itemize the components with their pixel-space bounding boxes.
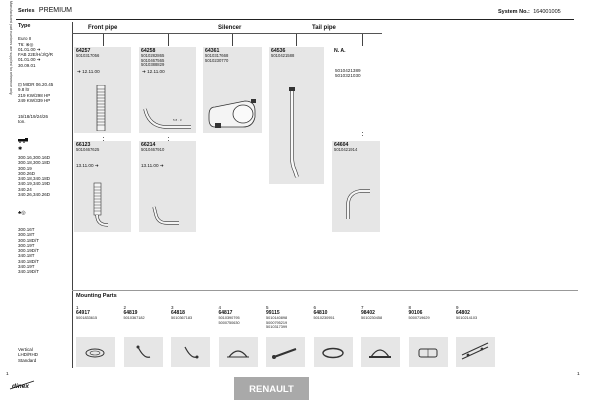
flex-pipe-drawing	[94, 85, 108, 133]
oem-reference: 5010467565	[141, 57, 165, 63]
tonnage-info	[18, 114, 76, 125]
mounting-index: 9	[456, 305, 459, 310]
model-line: 340.18,340.18D	[18, 176, 51, 182]
oem-reference: 5010421389	[335, 68, 361, 73]
mounting-part-image	[76, 337, 115, 367]
mounting-part-number: 98402	[361, 310, 375, 316]
dot-connector	[168, 137, 169, 138]
front-pipe-heading: Front pipe	[88, 25, 118, 31]
model-list-a	[18, 155, 78, 197]
mounting-part-drawing	[76, 337, 115, 367]
series-value: PREMIUM	[38, 7, 72, 14]
connector-line	[362, 34, 363, 46]
model-line: 340.19T	[18, 264, 35, 270]
mounting-part-64802[interactable]	[456, 305, 500, 367]
mounting-part-drawing	[171, 337, 210, 367]
model-line: 300.16T	[18, 227, 35, 232]
part-number: 64536	[271, 48, 286, 54]
vertical-tailpipe-drawing	[287, 87, 301, 181]
svg-text:5 8 · 3: 5 8 · 3	[173, 118, 182, 122]
mounting-part-number: 90106	[408, 310, 423, 316]
mounting-part-image	[171, 337, 210, 367]
validity-note: ➔ 12.11.00	[77, 69, 100, 74]
star-icon: ✱	[18, 146, 23, 152]
spec-line: FAB 22E/H/J/Q/R	[18, 52, 54, 58]
model-line: 300.19T	[18, 242, 35, 248]
mounting-part-90106[interactable]	[409, 305, 453, 367]
engine-info	[18, 82, 76, 103]
mounting-index: 7	[361, 305, 364, 310]
oem-reference: 5010367183	[171, 316, 193, 321]
mounting-part-image	[266, 337, 305, 367]
mounting-part-64817[interactable]	[219, 305, 263, 367]
oem-reference: 5010321030	[335, 72, 361, 78]
emission-info	[18, 36, 76, 68]
page-number-left: 1	[6, 372, 9, 377]
bent-pipe-drawing	[143, 107, 193, 133]
spec-line: 01.01.00 ➔	[18, 46, 41, 52]
axle-icon: ♣◎	[18, 210, 26, 216]
validity-note: 13.11.00 ➔	[141, 163, 164, 168]
mounting-part-64810[interactable]	[314, 305, 358, 367]
oem-reference: 5010214103	[456, 316, 478, 321]
validity-note: 13.11.00 ➔	[76, 163, 99, 168]
type-label: Type	[18, 23, 31, 29]
part-card-64536[interactable]	[269, 47, 324, 184]
series-label: Series	[18, 8, 35, 14]
oem-reference: 5000750630	[218, 320, 240, 325]
mounting-part-number: 99115	[266, 310, 280, 316]
left-column-divider	[72, 22, 73, 368]
connector-line	[103, 34, 104, 46]
part-number: 64257	[76, 48, 91, 54]
model-line: 300.18D/T	[18, 237, 40, 243]
system-value: 164001005	[533, 9, 561, 15]
mounting-title: Mounting Parts	[76, 293, 117, 299]
mounting-part-64917[interactable]	[76, 305, 120, 367]
model-line: 340.26,340.26D	[18, 192, 51, 198]
mounting-part-drawing	[314, 337, 353, 367]
config-line: Vertical	[18, 347, 33, 352]
part-number: N. A.	[334, 48, 346, 54]
model-line: 340.18D/T	[18, 258, 40, 264]
dot-connector	[362, 135, 363, 136]
oem-reference: 5010421914	[334, 147, 358, 152]
system-label: System No.:	[498, 9, 530, 15]
mounting-part-image	[124, 337, 163, 367]
oem-reference: 5010317056	[76, 53, 100, 58]
model-line: 340.19D/T	[18, 269, 40, 275]
header-rule	[16, 19, 574, 20]
oem-reference: 5010390795	[218, 316, 240, 321]
mounting-part-64819[interactable]	[124, 305, 168, 367]
mounting-part-image	[314, 337, 353, 367]
part-number: 64258	[141, 48, 156, 54]
part-card-64258[interactable]	[139, 47, 196, 133]
model-line: 340.24	[18, 186, 32, 192]
silencer-heading: Silencer	[218, 25, 242, 31]
model-line: 300.18,300.18D	[18, 160, 51, 166]
tail-pipe-heading: Tail pipe	[312, 25, 336, 31]
oem-reference: 5001833615	[76, 316, 98, 321]
series-heading	[18, 7, 72, 14]
mounting-index: 2	[123, 305, 127, 310]
s-bend-pipe-drawing	[151, 205, 181, 229]
oem-reference: 5010282865	[141, 53, 165, 58]
brand-name: RENAULT	[249, 384, 294, 395]
oem-reference: 5010230770	[205, 57, 229, 63]
oem-reference: 5010230458	[361, 316, 383, 321]
chassis-icon	[18, 138, 28, 143]
oem-reference: 5010317668	[205, 53, 229, 58]
oem-reference: 5010140898	[266, 316, 288, 321]
model-line: 300.19	[18, 165, 32, 171]
model-list-b	[18, 227, 78, 275]
mounting-part-drawing	[361, 337, 400, 367]
spec-line: ton.	[18, 119, 26, 125]
mounting-rule	[72, 290, 578, 291]
part-card-64604[interactable]	[332, 141, 380, 232]
flex-bend-pipe-drawing	[90, 181, 112, 231]
part-card-66214[interactable]	[139, 141, 196, 232]
connector-line	[232, 34, 233, 46]
mounting-index: 8	[408, 305, 412, 310]
part-card-64361[interactable]	[203, 47, 262, 133]
mounting-part-number: 64810	[313, 310, 328, 316]
part-number: 66123	[76, 142, 91, 148]
part-card-66123[interactable]	[74, 141, 131, 232]
spec-line: Euro II	[18, 36, 32, 42]
model-line: 340.18T	[18, 253, 35, 259]
page-number-right: 1	[577, 372, 580, 377]
dinex-logo	[8, 379, 36, 391]
oem-reference: 5010367182	[123, 316, 145, 321]
oem-reference: 5010467910	[141, 147, 165, 152]
model-line: 340.19,340.19D	[18, 181, 51, 187]
spec-line: 219 KW/298 HP	[18, 92, 51, 98]
spec-line: 9.8 ltr	[18, 87, 30, 93]
silencer-drawing	[207, 97, 259, 133]
mounting-part-number: 64819	[123, 310, 138, 316]
logo-text: dinex	[12, 383, 29, 390]
part-number: 64361	[205, 48, 220, 54]
oem-reference: 5010317399	[266, 324, 288, 329]
part-number: 66214	[141, 142, 156, 148]
spec-line: 15/18/19/24/26	[18, 114, 49, 119]
system-number	[498, 9, 561, 15]
connector-line	[296, 34, 297, 46]
part-card-64257[interactable]	[74, 47, 131, 133]
dot-connector	[103, 137, 104, 138]
mounting-part-drawing	[219, 337, 258, 367]
dot-connector	[362, 132, 363, 133]
columns-rule	[72, 33, 382, 34]
mounting-part-number: 64818	[171, 310, 185, 316]
mounting-index: 5	[266, 305, 269, 310]
spec-line: 249 KW/339 HP	[18, 97, 51, 103]
config-line: Standard	[18, 357, 37, 363]
mounting-part-drawing	[124, 337, 163, 367]
oem-reference-group	[335, 69, 361, 78]
mounting-part-image	[361, 337, 400, 367]
model-line: 300.16,300.16D	[18, 155, 51, 160]
mount-config	[18, 347, 78, 363]
oem-reference: 5000795219	[266, 320, 288, 325]
mounting-index: 3	[171, 305, 174, 310]
mounting-part-drawing	[456, 337, 495, 367]
config-line: LHD/RHD	[18, 352, 39, 358]
oem-reference: 5010230951	[313, 316, 335, 321]
model-line: 300.26D	[18, 170, 36, 176]
model-line: 300.18T	[18, 232, 35, 238]
side-note: Manufactured part numbers are supplied for reference only	[9, 1, 13, 95]
mounting-index: 1	[76, 305, 79, 310]
mounting-part-number: 64917	[76, 310, 90, 316]
mounting-part-drawing	[266, 337, 305, 367]
spec-line: 30.09.01	[18, 62, 36, 68]
oem-reference: 5010388829	[141, 62, 165, 67]
model-line: 300.19D/T	[18, 248, 40, 254]
spec-line: 01.01.00 ➔	[18, 57, 41, 63]
oem-reference: 5010467625	[76, 147, 100, 152]
mounting-index: 4	[218, 305, 222, 310]
oem-reference: 5010421588	[271, 53, 295, 58]
mounting-part-number: 64802	[456, 310, 470, 316]
spec-line: T6: ⊗◎	[18, 41, 34, 47]
curved-tailpipe-drawing	[344, 187, 374, 223]
mounting-part-98402[interactable]	[361, 305, 405, 367]
mounting-part-64818[interactable]	[171, 305, 215, 367]
oem-reference: 5000719629	[408, 316, 430, 321]
mounting-part-image	[219, 337, 258, 367]
mounting-part-drawing	[409, 337, 448, 367]
type-section	[18, 24, 76, 68]
mounting-part-image	[456, 337, 495, 367]
mounting-part-image	[409, 337, 448, 367]
spec-line: ⊡ MIDR 06.20.45	[18, 82, 54, 87]
connector-line	[168, 34, 169, 46]
validity-note: ➔ 12.11.00	[142, 69, 165, 74]
mounting-part-number: 64817	[218, 310, 233, 316]
mounting-part-99115[interactable]	[266, 305, 310, 367]
part-number: 64604	[334, 142, 349, 148]
mounting-index: 6	[313, 305, 317, 310]
